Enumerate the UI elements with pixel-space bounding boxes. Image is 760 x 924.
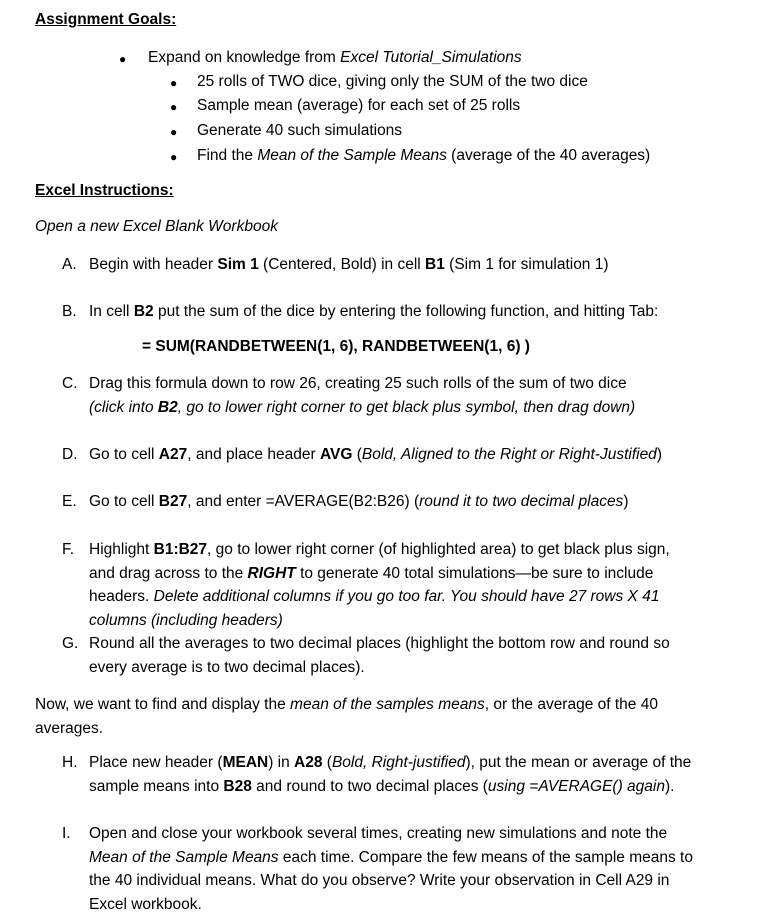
step-h: H. Place new header (MEAN) in A28 (Bold, Right-justified), put the mean or average of the sample means into B28 and round to two decimal places (using =AVERAGE() again).: [62, 754, 692, 795]
bullet-dot: ●: [170, 100, 178, 114]
step-e: E. Go to cell B27, and enter =AVERAGE(B2:B26) (round it to two decimal places): [62, 493, 629, 510]
step-f: F. Highlight B1:B27, go to lower right corner (of highlighted area) to get black plus sign, and drag across to the RIGHT to generate 40 total simulations—be sure to include headers. Delete additional columns if you go too far. You should have 27 rows X 41 columns (including headers): [62, 541, 670, 629]
formula: = SUM(RANDBETWEEN(1, 6), RANDBETWEEN(1, 6) ): [142, 338, 530, 355]
step-i: I. Open and close your workbook several times, creating new simulations and note the Mean of the Sample Means each time. Compare the few means of the sample means to the 40 individual means. What do you observe? Write your observation in Cell A29 in Excel workbook.: [62, 825, 693, 913]
bullet-dot: ●: [170, 150, 178, 164]
sub-bullet: Generate 40 such simulations: [197, 122, 403, 139]
instructions-intro: Open a new Excel Blank Workbook: [35, 218, 278, 235]
step-a: A. Begin with header Sim 1 (Centered, Bold) in cell B1 (Sim 1 for simulation 1): [62, 256, 609, 273]
sub-bullet: Find the Mean of the Sample Means (average of the 40 averages): [197, 147, 651, 164]
bullet-dot: ●: [119, 52, 127, 66]
goals-heading: Assignment Goals:: [35, 11, 177, 28]
step-c: C. Drag this formula down to row 26, creating 25 such rolls of the sum of two dice (click into B2, go to lower right corner to get black plus symbol, then drag down): [62, 375, 636, 416]
instructions-heading: Excel Instructions:: [35, 182, 174, 199]
bullet-dot: ●: [170, 125, 178, 139]
sub-bullet: Sample mean (average) for each set of 25 rolls: [197, 97, 521, 114]
bullet-dot: ●: [170, 76, 178, 90]
now-paragraph: Now, we want to find and display the mean of the samples means, or the average of the 40 averages.: [35, 696, 658, 737]
main-bullet: Expand on knowledge from Excel Tutorial_Simulations: [148, 49, 522, 66]
step-d: D. Go to cell A27, and place header AVG (Bold, Aligned to the Right or Right-Justified): [62, 446, 662, 463]
step-b: B. In cell B2 put the sum of the dice by entering the following function, and hitting Tab:: [62, 303, 659, 320]
sub-bullet: 25 rolls of TWO dice, giving only the SUM of the two dice: [197, 73, 588, 90]
step-g: G. Round all the averages to two decimal places (highlight the bottom row and round so every average is to two decimal places).: [62, 635, 670, 676]
